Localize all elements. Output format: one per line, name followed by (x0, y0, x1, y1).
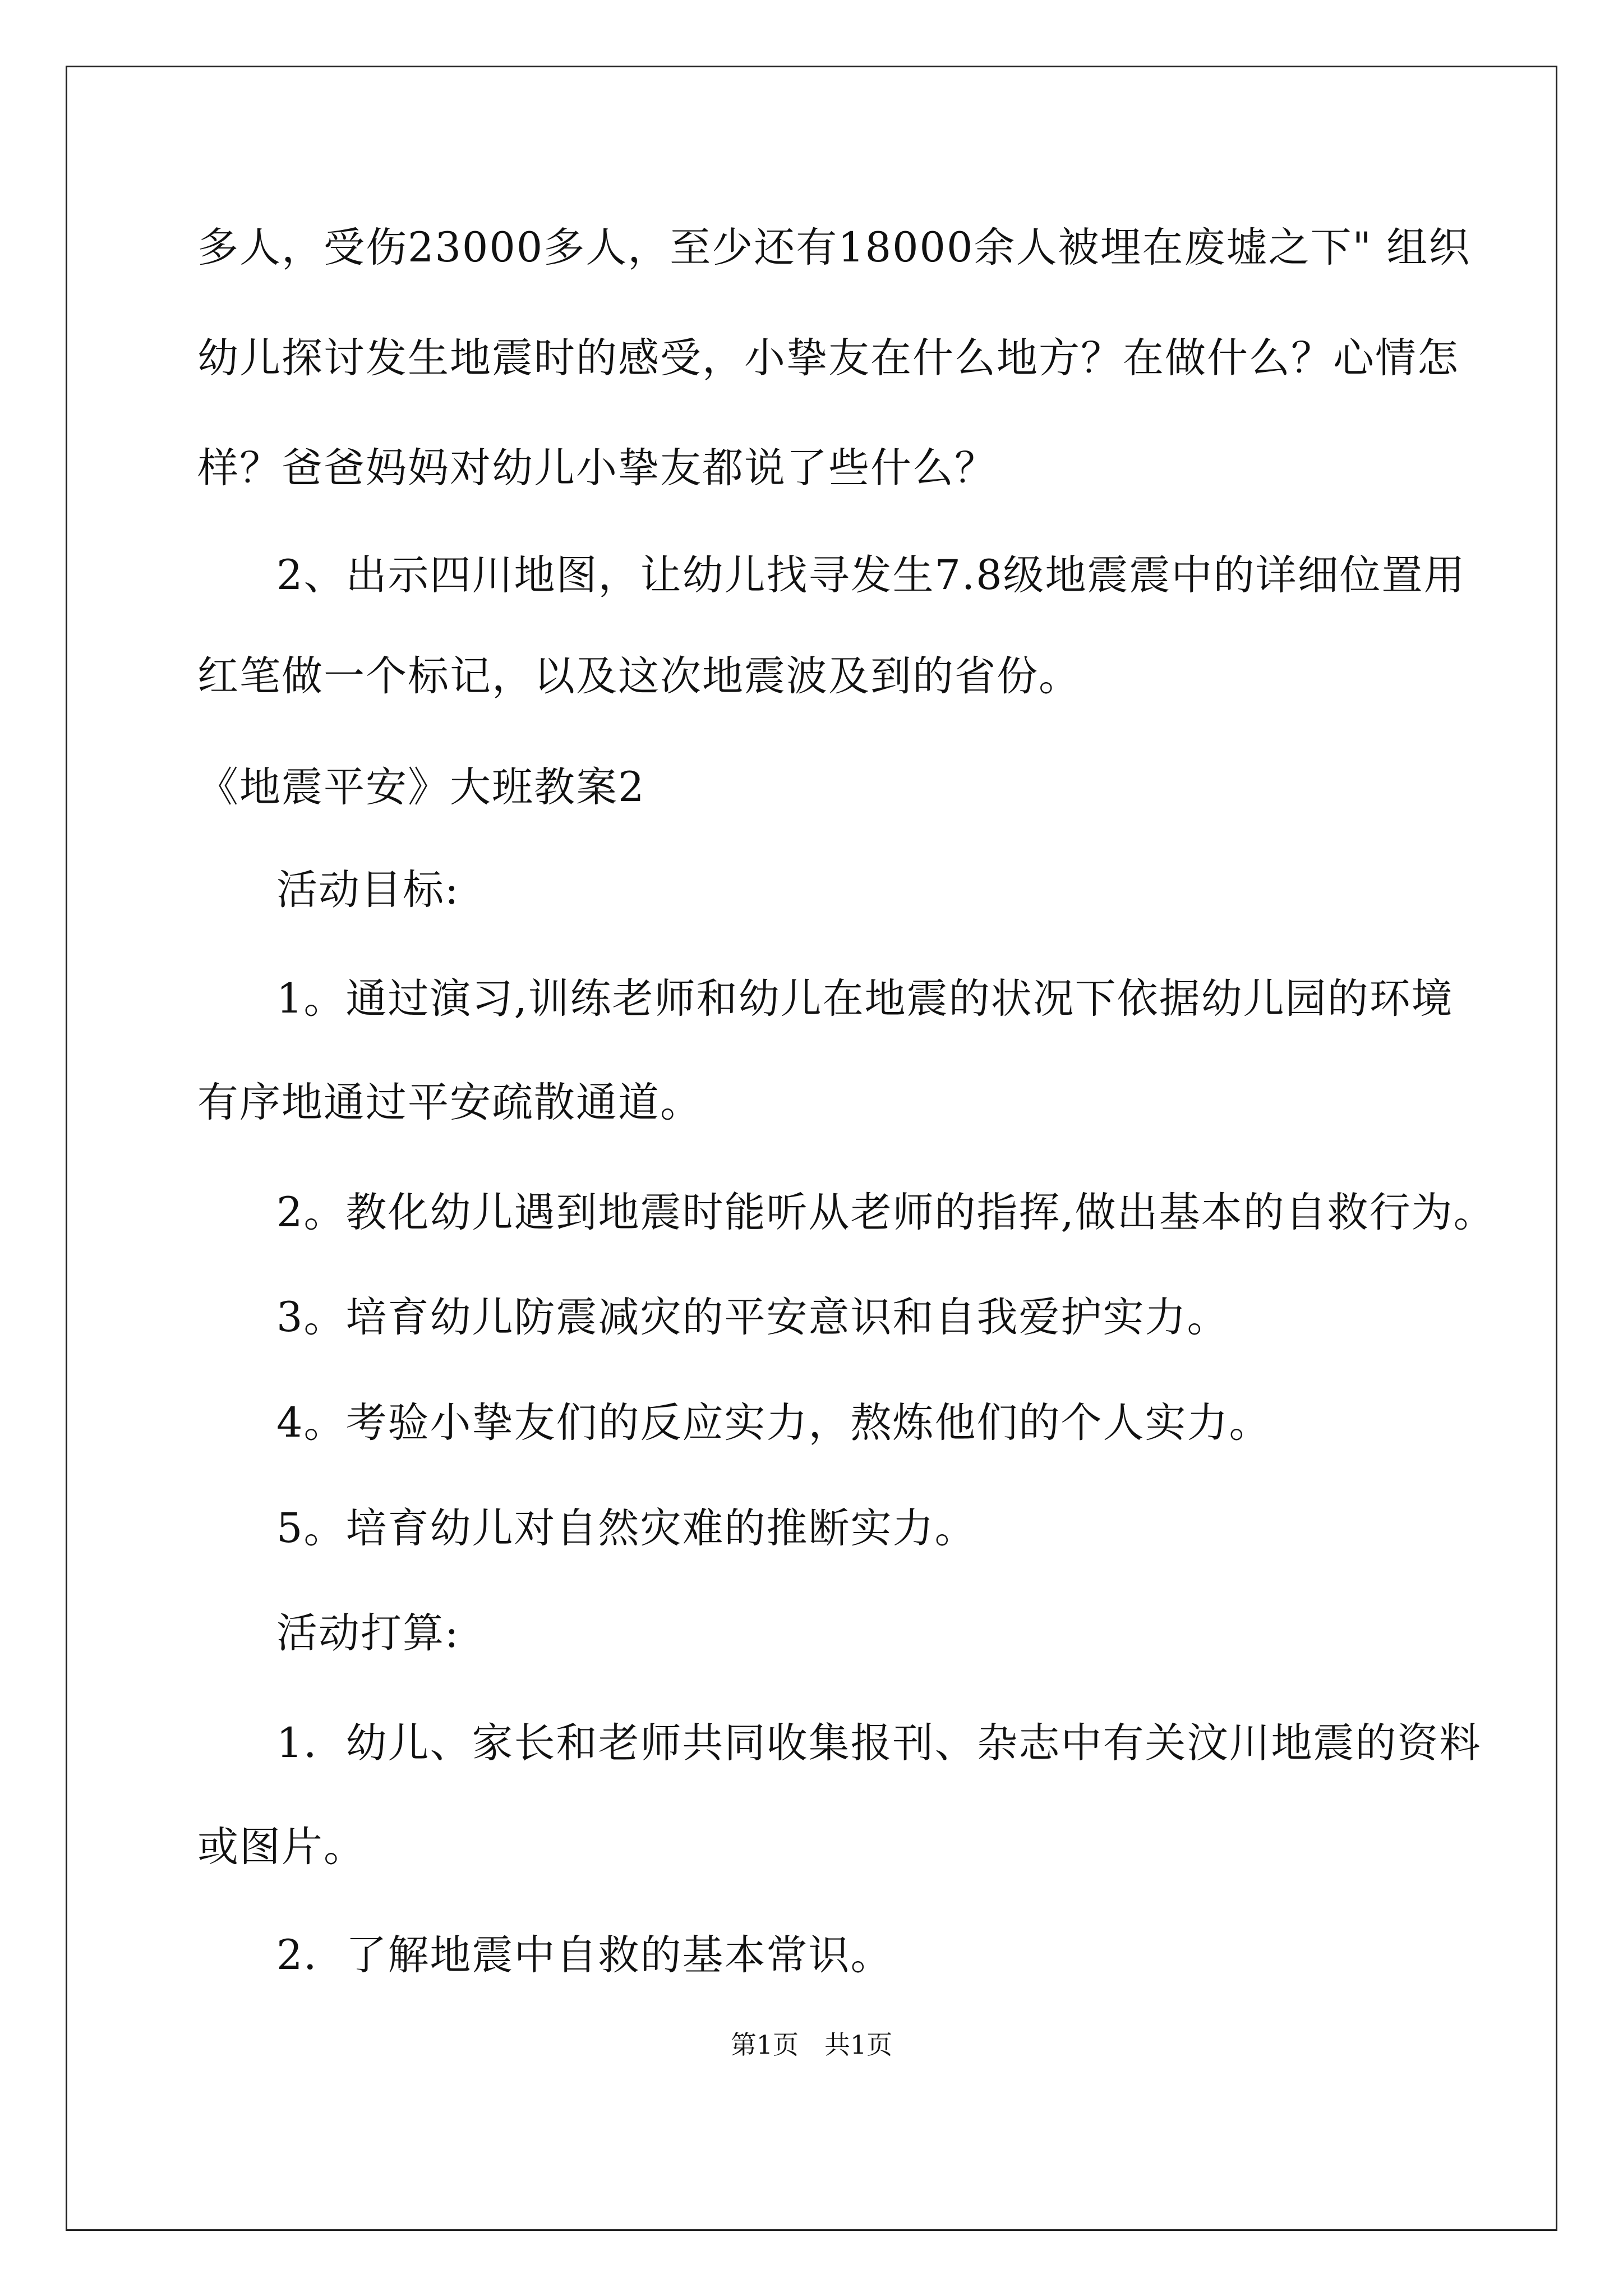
text-line-9: 有序地通过平安疏散通道。 (197, 1079, 702, 1126)
text-line-17: 2．了解地震中自救的基本常识。 (276, 1931, 893, 1979)
page-footer: 第1页 共1页 (730, 2030, 893, 2060)
subheading-activity-prep: 活动打算: (276, 1609, 460, 1657)
text-line-3: 样？爸爸妈妈对幼儿小挚友都说了些什么？ (197, 444, 997, 492)
text-line-11: 3。培育幼儿防震减灾的平安意识和自我爱护实力。 (276, 1294, 1229, 1341)
text-line-4: 2、出示四川地图，让幼儿找寻发生7.8级地震震中的详细位置用 (276, 551, 1466, 599)
page-frame (66, 66, 1557, 2231)
text-line-16: 或图片。 (197, 1823, 366, 1871)
text-line-1: 多人，受伤23000多人，至少还有18000余人被埋在废墟之下" 组织 (197, 224, 1471, 272)
text-line-10: 2。教化幼儿遇到地震时能听从老师的指挥,做出基本的自救行为。 (276, 1189, 1496, 1236)
subheading-activity-goals: 活动目标: (276, 866, 460, 914)
text-line-13: 5。培育幼儿对自然灾难的推断实力。 (276, 1504, 977, 1552)
text-line-5: 红笔做一个标记，以及这次地震波及到的省份。 (197, 652, 1081, 700)
text-line-2: 幼儿探讨发生地震时的感受，小挚友在什么地方？在做什么？心情怎 (197, 334, 1459, 382)
text-line-8: 1。通过演习,训练老师和幼儿在地震的状况下依据幼儿园的环境 (276, 975, 1454, 1023)
text-line-12: 4。考验小挚友们的反应实力，熬炼他们的个人实力。 (276, 1399, 1271, 1447)
section-heading: 《地震平安》大班教案2 (197, 763, 645, 811)
text-line-15: 1．幼儿、家长和老师共同收集报刊、杂志中有关汶川地震的资料 (276, 1719, 1482, 1767)
